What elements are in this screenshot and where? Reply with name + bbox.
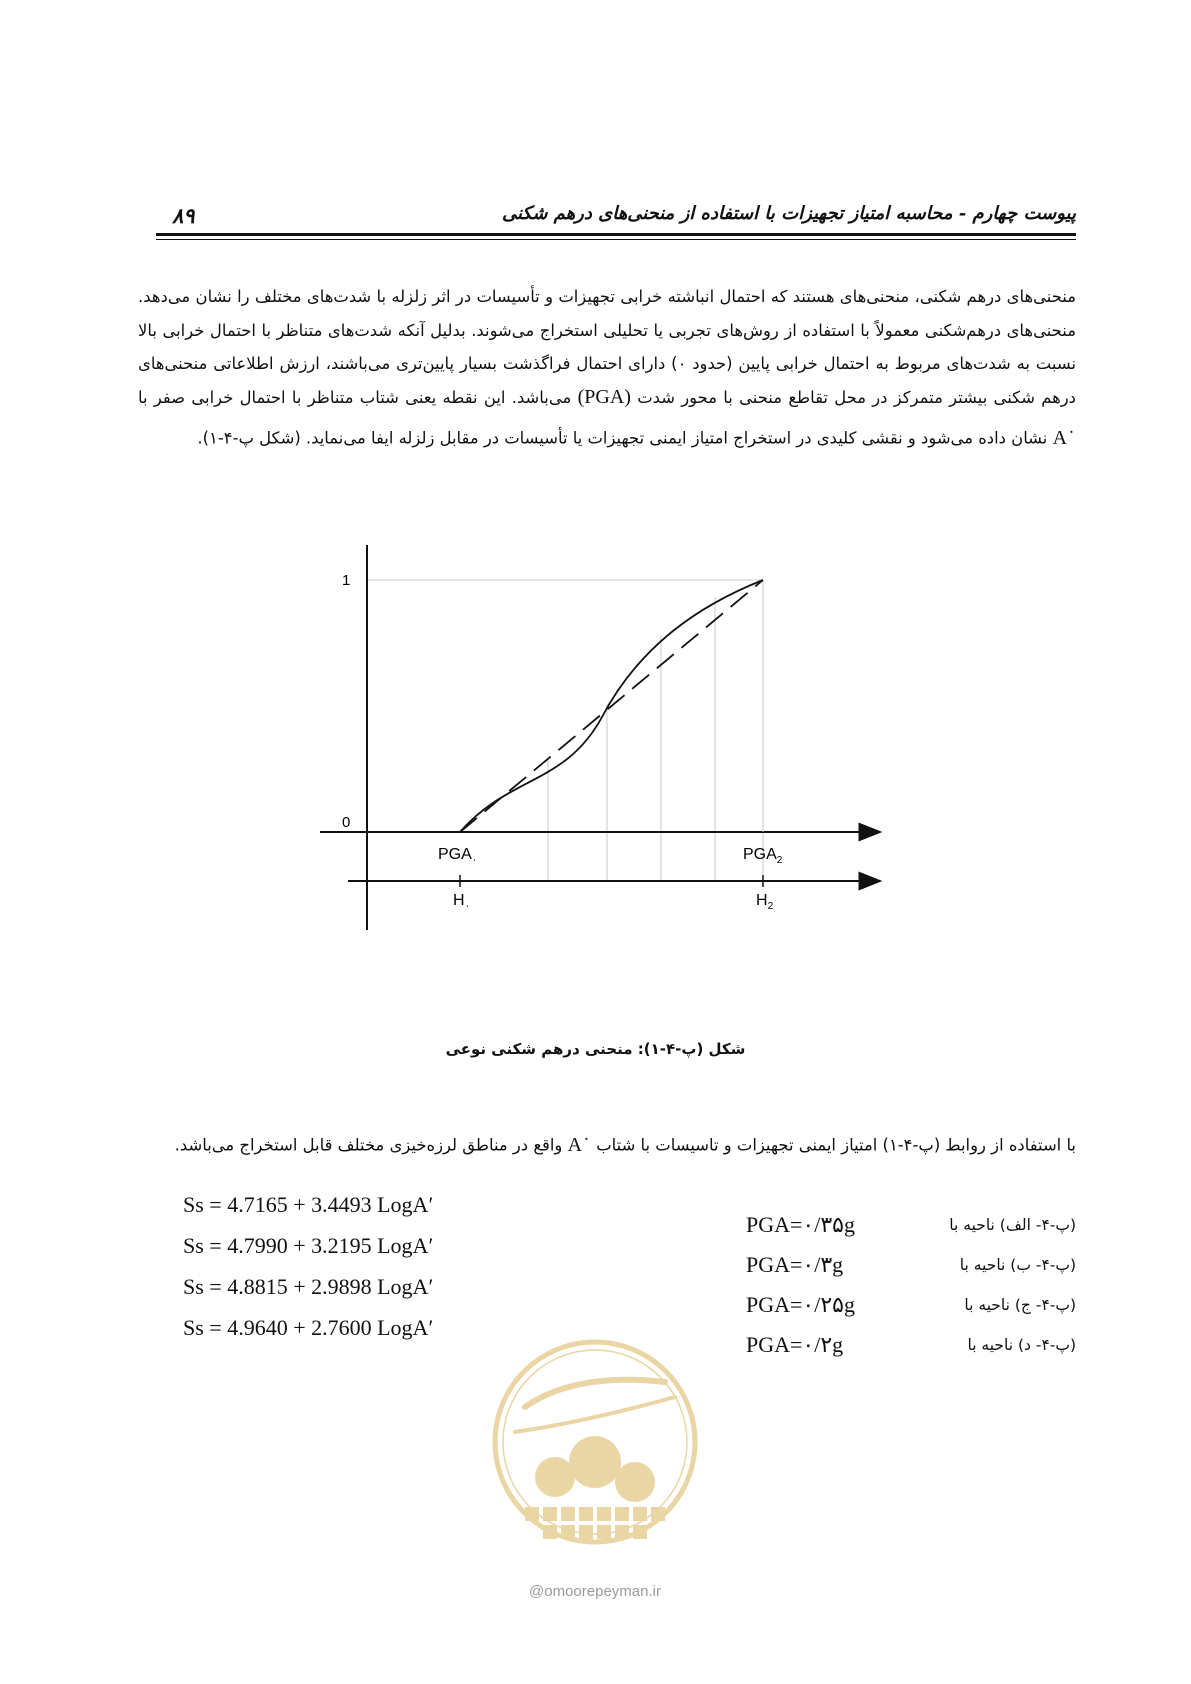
y-tick-one: 1	[342, 572, 351, 589]
zone-label: (پ-۴- ج) ناحیه با	[964, 1296, 1076, 1314]
h2-label: $H_2$	[756, 892, 774, 912]
figure-caption: شکل (پ-۴-۱): منحنی درهم شکنی نوعی	[445, 1040, 746, 1058]
zone-row	[746, 1325, 1076, 1365]
running-title: پیوست چهارم - محاسبه امتیاز تجهیزات با استفاده از منحنی‌های درهم شکنی	[501, 203, 1076, 224]
zone-pga: PGA=۰/۳۵g	[746, 1212, 855, 1237]
paragraph-line-2: می‌دهد. منحنی‌های درهم‌شکنی معمولاً با استفاده از روش‌های تجربی یا تحلیلی استخراج می‌شوند. بدلیل آنکه شدت‌های متناظر با	[138, 287, 1076, 340]
paragraph-line-5b: نشان داده می‌شود و نقشی کلیدی در استخراج امتیاز ایمنی تجهیزات یا تأسیسات در مقابل زلزله ایفا	[371, 428, 1048, 448]
paragraph-line-5: با احتمال خرابی صفر با	[138, 387, 302, 407]
paragraph-line-6: می‌نماید. (شکل پ-۴-۱).	[197, 428, 366, 448]
intro-symbol: $A^۰$	[567, 1128, 591, 1156]
h0-label: $H_۰$	[453, 892, 470, 912]
zone-row	[746, 1245, 1076, 1285]
zone-pga: PGA=۰/۲g	[746, 1332, 844, 1357]
zone-label: (پ-۴- ب) ناحیه با	[959, 1256, 1076, 1274]
intro-line	[150, 1128, 1076, 1157]
body-paragraph	[138, 280, 1076, 455]
header-rule-thick	[156, 233, 1076, 236]
fragility-curve-figure	[320, 545, 900, 975]
zone-pga: PGA=۰/۳g	[746, 1252, 844, 1277]
zone-pga: PGA=۰/۲۵g	[746, 1292, 855, 1317]
paragraph-line-4: اطلاعاتی منحنی‌های درهم شکنی بیشتر متمرکز در محل تقاطع منحنی با محور شدت	[138, 354, 1076, 407]
pga0-label: $PGA_۰$	[438, 846, 478, 866]
paragraph-line-1: منحنی‌های درهم شکنی، منحنی‌های هستند که احتمال انباشته خرابی تجهیزات و تأسیسات در اثر زلزله با شدت‌های مختلف را نشان	[195, 287, 1077, 306]
header-rule-thin	[156, 239, 1076, 240]
zone-row	[746, 1205, 1076, 1245]
pga-term: (PGA)	[577, 385, 631, 408]
page-number: ۸۹	[172, 203, 195, 228]
equation-list	[183, 1192, 483, 1356]
zone-row	[746, 1285, 1076, 1325]
equation-row: Ss = 4.9640 + 2.7600 LogA′	[183, 1315, 434, 1340]
intro-after: واقع در مناطق لرزه‌خیزی مختلف قابل استخراج می‌باشد.	[174, 1135, 563, 1155]
zone-label: (پ-۴- الف) ناحیه با	[949, 1216, 1076, 1234]
intro-before: با استفاده از روابط (پ-۴-۱) امتیاز ایمنی تجهیزات و تاسیسات با شتاب	[596, 1135, 1076, 1155]
symbol-a: $A^۰$	[1052, 421, 1076, 449]
pga2-label: $PGA_2$	[743, 846, 783, 866]
zone-list	[746, 1205, 1076, 1365]
paragraph-line-4b: می‌باشد. این نقطه یعنی شتاب متناظر	[307, 387, 572, 407]
paragraph-line-3: احتمال خرابی بالا نسبت به شدت‌های مربوط به احتمال خرابی پایین (حدود ۰) دارای احتمال فراگذشت بسیار پایین‌تری می‌باشند، ارزش	[138, 320, 1077, 373]
fragility-curve-svg	[320, 545, 900, 975]
equation-row: Ss = 4.7990 + 3.2195 LogA′	[183, 1233, 434, 1258]
watermark-logo	[485, 1312, 705, 1582]
y-tick-zero: 0	[342, 814, 351, 831]
watermark-url: @omoorepeyman.ir	[529, 1583, 661, 1600]
equation-row: Ss = 4.8815 + 2.9898 LogA′	[183, 1274, 434, 1299]
zone-label: (پ-۴- د) ناحیه با	[967, 1336, 1076, 1354]
equation-row: Ss = 4.7165 + 3.4493 LogA′	[183, 1192, 434, 1217]
